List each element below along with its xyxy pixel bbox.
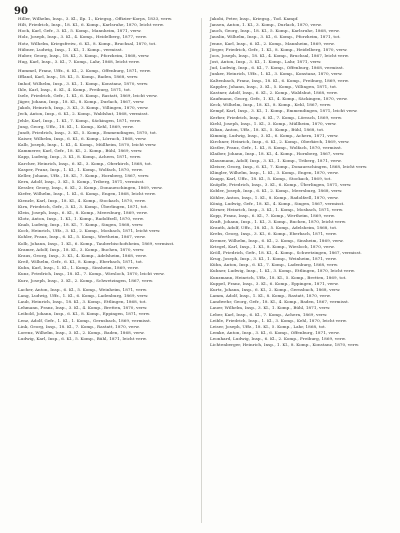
list-entry: Hock, Karl, Gefr., 3. Kl., 5. Komp., Mannheim, 1871, verw. (18, 28, 142, 34)
list-entry: Krauth, Adolf, Uffz., 18. Kl., 5. Komp., Adelsheim, 1868, tot. (210, 225, 338, 231)
list-entry: Junker, Heinrich, Uffz., 1. Kl., 3. Komp., Konstanz, 1870, verw. (210, 71, 343, 77)
list-entry: Jehle, Karl, Insp., 1. Kl., 7. Komp., Säckingen, 1871, verw. (18, 117, 142, 123)
list-entry: Kuhner, Ludwig, Insp., 1. Kl., 3. Komp., Ettlingen, 1870, leicht verw. (210, 268, 356, 274)
list-entry: Kastner, Adolf, Insp., 6. Kl., 2. Komp., Waldshut, 1868, verw. (210, 89, 339, 95)
list-entry: Lichtenberger, Heinrich, Insp., 1. Kl., 8. Komp., Konstanz, 1870, verw. (210, 342, 360, 348)
list-entry: Joos, Joseph, Insp., 18. Kl., 4. Komp., Bruchsal, 1867, leicht verw. (210, 52, 350, 58)
list-entry: Kessler, Georg, Insp., 6. Kl., 2. Komp., Donaueschingen, 1869, verw. (18, 185, 163, 191)
list-entry: Kammerer, Karl, Gefr., 18. Kl., 2. Komp., Bühl, 1869, verw. (18, 148, 143, 154)
list-entry: Kaltenbach, Franz, Insp., 18. Kl., 6. Komp., Freiburg, 1869, verw. (210, 77, 350, 83)
list-entry: Jost, Anton, Insp., 3. Kl., 1. Komp., Lahr, 1871, verw. (210, 59, 322, 65)
list-entry: Klausmann, Adolf, Insp., 3. Kl., 1. Komp., Triberg, 1871, verw. (210, 157, 342, 163)
list-entry: Kleiser, Georg, Insp., 6. Kl., 7. Komp., Donaueschingen, 1868, leicht verw. (210, 163, 368, 169)
list-entry: Lacher, Anton, Insp., 6. Kl., 5. Komp., Weinheim, 1871, verw. (18, 286, 148, 292)
list-entry: Hiller, Wilhelm, Insp., 3. Kl., Ilp. 1., Kriegsg., Offizier-Korps, 1833, verw. (18, 16, 173, 21)
list-entry: Jörger, Friedrich, Gefr., 1. Kl., 8. Komp., Heidelberg, 1870, verw. (210, 46, 348, 52)
column-divider (201, 18, 202, 523)
list-entry: Jundt, Friedrich, Insp., 3. Kl., 5. Komp., Emmendingen, 1870, tot. (18, 129, 158, 135)
list-entry: Kaufmann, Georg, Gefr., 1. Kl., 4. Komp., Säckingen, 1870, verw. (210, 96, 348, 102)
list-entry: Kremer, Wilhelm, Insp., 6. Kl., 2. Komp., Sinsheim, 1869, verw. (210, 237, 344, 243)
list-entry: Kohler, Franz, Insp., 6. Kl., 5. Komp., Wertheim, 1867, verw. (18, 234, 146, 240)
list-entry: Jenne, Karl, Insp., 6. Kl., 2. Komp., Mannheim, 1869, verw. (210, 40, 335, 46)
list-entry: Kuhn, Karl, Insp., 1. Kl., 1. Komp., Sinsheim, 1869, verw. (18, 265, 139, 271)
list-entry: Iffland, Karl, Insp., 18. Kl., 5. Komp., Baden, 1868, verw. (18, 74, 139, 80)
list-entry: Leible, Friedrich, Insp., 1. Kl., 3. Komp., Kehl, 1870, leicht verw. (210, 317, 348, 323)
list-entry: Kern, Adolf, Insp., 3. Kl., 5. Komp., Triberg, 1871, vermisst. (18, 179, 145, 185)
list-entry: Leonhard, Ludwig, Insp., 6. Kl., 2. Komp., Freiburg, 1869, verw. (210, 336, 347, 342)
list-entry: Kurtz, Johann, Insp., 6. Kl., 2. Komp., Gernsbach, 1868, verw. (210, 286, 341, 292)
list-entry: Kopp, Franz, Insp., 6. Kl., 7. Komp., Wertheim, 1869, verw. (210, 213, 336, 218)
page-number: 90 (14, 6, 28, 17)
list-entry: Krug, Joseph, Insp., 3. Kl., 1. Komp., Weinheim, 1871, verw. (210, 256, 337, 262)
list-entry: Knöpfle, Friedrich, Insp., 3. Kl., 6. Komp., Überlingen, 1871, verw. (210, 182, 352, 188)
list-entry: Hug, Karl, Insp., 3. Kl., 7. Komp., Lahr, 1868, leicht verw. (18, 59, 141, 65)
list-entry: Leiser, Joseph, Uffz., 18. Kl., 5. Komp., Lahr, 1868, tot. (210, 323, 327, 329)
list-entry: Jeck, Anton, Insp., 6. Kl., 2. Komp., Waldshut, 1868, vermisst. (18, 111, 149, 117)
list-entry: Hübner, Ludwig, Insp., 1. Kl., 1. Komp., vermisst. (18, 46, 123, 52)
list-entry: Lauer, Wilhelm, Insp., 3. Kl., 1. Komp., Bühl, 1871, verw. (210, 305, 331, 311)
list-entry: Kilian, Anton, Uffz., 18. Kl., 5. Komp., Bühl, 1868, tot. (210, 126, 325, 132)
list-entry: Kimmig, Ludwig, Insp., 3. Kl., 6. Komp., Achern, 1871, verw. (210, 132, 339, 138)
list-entry: Kappler, Johann, Insp., 3. Kl., 5. Komp., Villingen, 1871, tot. (210, 83, 338, 89)
list-entry: Kienzle, Karl, Insp., 18. Kl., 4. Komp., Stockach, 1870, verw. (18, 197, 147, 203)
list-entry: Lang, Ludwig, Uffz., 1. Kl., 6. Komp., Ladenburg, 1869, verw. (18, 292, 149, 298)
list-entry: Kunz, Friedrich, Insp., 18. Kl., 7. Komp., Wiesloch, 1870, leicht verw. (18, 271, 165, 277)
list-entry: Kurz, Joseph, Insp., 3. Kl., 2. Komp., Schwetzingen, 1867, verw. (18, 277, 154, 283)
list-entry: Ihle, Karl, Insp., 6. Kl., 4. Komp., Freiburg, 1871, tot. (18, 86, 132, 92)
list-entry: Kirchner, Heinrich, Insp., 6. Kl., 2. Komp., Oberkirch, 1869, verw. (210, 139, 350, 145)
list-entry: Kreß, Wilhelm, Gefr., 6. Kl., 8. Komp., Eberbach, 1871, tot. (18, 259, 144, 265)
right-column (210, 16, 392, 348)
list-entry: Lemke, Anton, Insp., 3. Kl., 6. Komp., Offenburg, 1871, verw. (210, 329, 340, 335)
list-entry: Jäger, Johann, Insp., 18. Kl., 8. Komp., Durlach, 1867, verw. (18, 99, 145, 105)
list-entry: Kunzmann, Heinrich, Uffz., 18. Kl., 5. Komp., Bretten, 1869, tot. (210, 274, 347, 280)
list-entry: Jansen, Anton, 1. Kl., 3. Komp., Durlach, 1870, verw. (210, 22, 322, 28)
list-entry: Jakob, Heinrich, Insp., 3. Kl., 3. Komp., Villingen, 1870, verw. (18, 105, 149, 111)
list-entry: Lorenz, Wilhelm, Insp., 3. Kl., 2. Komp., Baden, 1868, verw. (18, 329, 145, 335)
list-entry: Karcher, Heinrich, Insp., 6. Kl., 3. Komp., Oberkirch, 1868, tot. (18, 160, 152, 166)
list-entry: Hilt, Friedrich, Insp., 18. Kl., 6. Komp., Karlsruhe, 1870, leicht verw. (18, 22, 165, 28)
list-entry: Jung, Georg, Uffz., 18. Kl., 1. Komp., Kehl, 1869, verw. (18, 123, 134, 129)
list-entry: Körner, Heinrich, Insp., 3. Kl., 1. Komp., Mosbach, 1871, verw. (210, 206, 344, 212)
list-entry: Leber, Karl, Insp., 6. Kl., 7. Komp., Achern, 1869, verw. (210, 311, 328, 317)
list-entry: Klaiber, Johann, Insp., 18. Kl., 4. Komp., Hornberg, 1867, verw. (210, 151, 345, 157)
list-entry: Kraft, Johann, Insp., 1. Kl., 3. Komp., Buchen, 1870, leicht verw. (210, 219, 347, 225)
list-entry: Kapp, Ludwig, Insp., 3. Kl., 8. Komp., Achern, 1871, verw. (18, 154, 142, 160)
list-entry: Hotz, Wilhelm, Kriegsfreiw., 6. Kl., 8. Komp., Bruchsal, 1870, tot. (18, 40, 157, 46)
list-entry: Kröll, Friedrich, Gefr., 18. Kl., 4. Komp., Schwetzingen, 1867, vermisst. (210, 249, 362, 255)
list-entry: Klein, Joseph, Insp., 6. Kl., 8. Komp., Meersburg, 1869, verw. (18, 209, 148, 215)
list-entry: Isele, Friedrich, Gefr., 1. Kl., 6. Komp., Rastatt, 1869, leicht verw. (18, 92, 158, 98)
list-entry: Kolb, Johann, Insp., 1. Kl., 6. Komp., Tauberbischofsheim, 1869, vermisst. (18, 240, 175, 246)
list-entry: Kobler, Joseph, Insp., 6. Kl., 2. Komp., Meersburg, 1868, verw. (210, 188, 343, 194)
list-entry: Jauch, Georg, Insp., 18. Kl., 5. Komp., Karlsruhe, 1868, verw. (210, 28, 340, 34)
list-entry: Jud, Ludwig, Insp., 6. Kl., 7. Komp., Offenburg, 1868, vermisst. (210, 65, 345, 71)
list-entry: Jakobi, Peter, Insp., Kriegsg., Tod. Kampf. (210, 16, 299, 21)
list-entry: Huber, Georg, Insp., 18. Kl., 3. Komp., Pforzheim, 1868, verw. (18, 52, 150, 58)
list-entry: Kasper, Franz, Insp., 1. Kl., 1. Komp., Wolfach, 1870, verw. (18, 166, 143, 172)
list-entry: Kriegel, Karl, Insp., 1. Kl., 8. Komp., Wiesloch, 1870, verw. (210, 243, 335, 249)
list-entry: Kiefer, Wilhelm, Insp., 1. Kl., 6. Komp., Engen, 1868, leicht verw. (18, 191, 157, 197)
list-entry: Jauslin, Wilhelm, Insp., 3. Kl., 6. Komp., Pforzheim, 1871, tot. (210, 34, 341, 40)
list-entry: Kirn, Friedrich, Gefr., 3. Kl., 3. Komp., Überlingen, 1871, tot. (18, 203, 148, 209)
list-entry: Imhof, Wilhelm, Insp., 3. Kl., 1. Komp., Konstanz, 1870, verw. (18, 80, 149, 86)
list-entry: Kramer, Adolf, Insp., 18. Kl., 3. Komp., Buchen, 1870, verw. (18, 246, 145, 252)
list-entry: Krebs, Georg, Insp., 3. Kl., 6. Komp., Eberbach, 1871, verw. (210, 231, 338, 237)
list-entry: Lamm, Adolf, Insp., 1. Kl., 8. Komp., Rastatt, 1870, verw. (210, 293, 331, 299)
list-entry: Leibold, Johann, Insp., 6. Kl., 8. Komp., Eppingen, 1871, verw. (18, 311, 151, 317)
list-entry: Lenz, Adolf, Gefr., 1. Kl., 1. Komp., Gernsbach, 1869, vermisst. (18, 317, 152, 323)
list-entry: Kistler, Franz, Gefr., 1. Kl., 8. Komp., Wolfach, 1870, vermisst. (210, 145, 343, 151)
list-entry: König, Ludwig, Gefr., 18. Kl., 4. Komp., Singen, 1867, vermisst. (210, 200, 345, 206)
list-entry: Lehmann, Franz, Insp., 3. Kl., 4. Komp., Bretten, 1870, verw. (18, 305, 148, 311)
list-entry: Kiehl, Joseph, Insp., 1. Kl., 3. Komp., Müllheim, 1870, verw. (210, 120, 337, 126)
list-entry: Kraus, Georg, Insp., 3. Kl., 4. Komp., Adelsheim, 1868, verw. (18, 252, 147, 258)
list-entry: Hummel, Franz, Uffz., 6. Kl., 2. Komp., Offenburg, 1871, verw. (18, 68, 151, 74)
list-entry: Kerber, Friedrich, Insp., 6. Kl., 7. Komp., Lörrach, 1869, verw. (210, 114, 343, 120)
list-entry: Kaiser, Wilhelm, Insp., 6. Kl., 6. Komp., Lörrach, 1868, verw. (18, 135, 147, 141)
left-column (18, 16, 200, 342)
list-entry: Keck, Wilhelm, Insp., 18. Kl., 8. Komp., Kehl, 1867, verw. (210, 102, 332, 108)
list-entry: Klotz, Anton, Insp., 1. Kl., 1. Komp., Radolfzell, 1870, verw. (18, 216, 145, 221)
list-entry: Kempf, Karl, Insp., 3. Kl., 1. Komp., Emmendingen, 1871, leicht verw. (210, 108, 358, 114)
list-entry: Kalb, Joseph, Insp., 1. Kl., 4. Komp., Müllheim, 1870, leicht verw. (18, 142, 157, 148)
list-entry: Laub, Heinrich, Insp., 18. Kl., 3. Komp., Ettlingen, 1868, tot. (18, 299, 147, 305)
list-entry: Knapp, Karl, Uffz., 18. Kl., 5. Komp., Stockach, 1869, tot. (210, 176, 332, 182)
list-entry: Knab, Ludwig, Insp., 18. Kl., 7. Komp., Singen, 1868, verw. (18, 222, 144, 228)
list-entry: Landwehr, Georg, Gefr., 18. Kl., 4. Komp., Baden, 1867, vermisst. (210, 299, 350, 305)
list-entry: Kuppel, Franz, Insp., 3. Kl., 6. Komp., Eppingen, 1871, verw. (210, 280, 339, 286)
list-entry: Keller, Johann, Uffz., 18. Kl., 7. Komp., Hornberg, 1867, verw. (18, 172, 150, 178)
list-entry: Holz, Joseph, Insp., 3. Kl., 4. Komp., Heidelberg, 1877, verw. (18, 34, 147, 40)
list-entry: Link, Georg, Insp., 18. Kl., 7. Komp., Rastatt, 1870, verw. (18, 323, 140, 329)
list-entry: Koch, Heinrich, Uffz., 3. Kl., 2. Komp., Mosbach, 1871, leicht verw. (18, 228, 161, 234)
list-entry: Köhler, Anton, Insp., 1. Kl., 8. Komp., Radolfzell, 1870, verw. (210, 194, 339, 200)
list-entry: Kühn, Anton, Insp., 6. Kl., 7. Komp., Ladenburg, 1868, verw. (210, 262, 339, 268)
list-entry: Klingler, Wilhelm, Insp., 1. Kl., 3. Komp., Engen, 1870, verw. (210, 169, 339, 175)
list-entry: Ludwig, Karl, Insp., 6. Kl., 5. Komp., Bühl, 1871, leicht verw. (18, 335, 148, 341)
